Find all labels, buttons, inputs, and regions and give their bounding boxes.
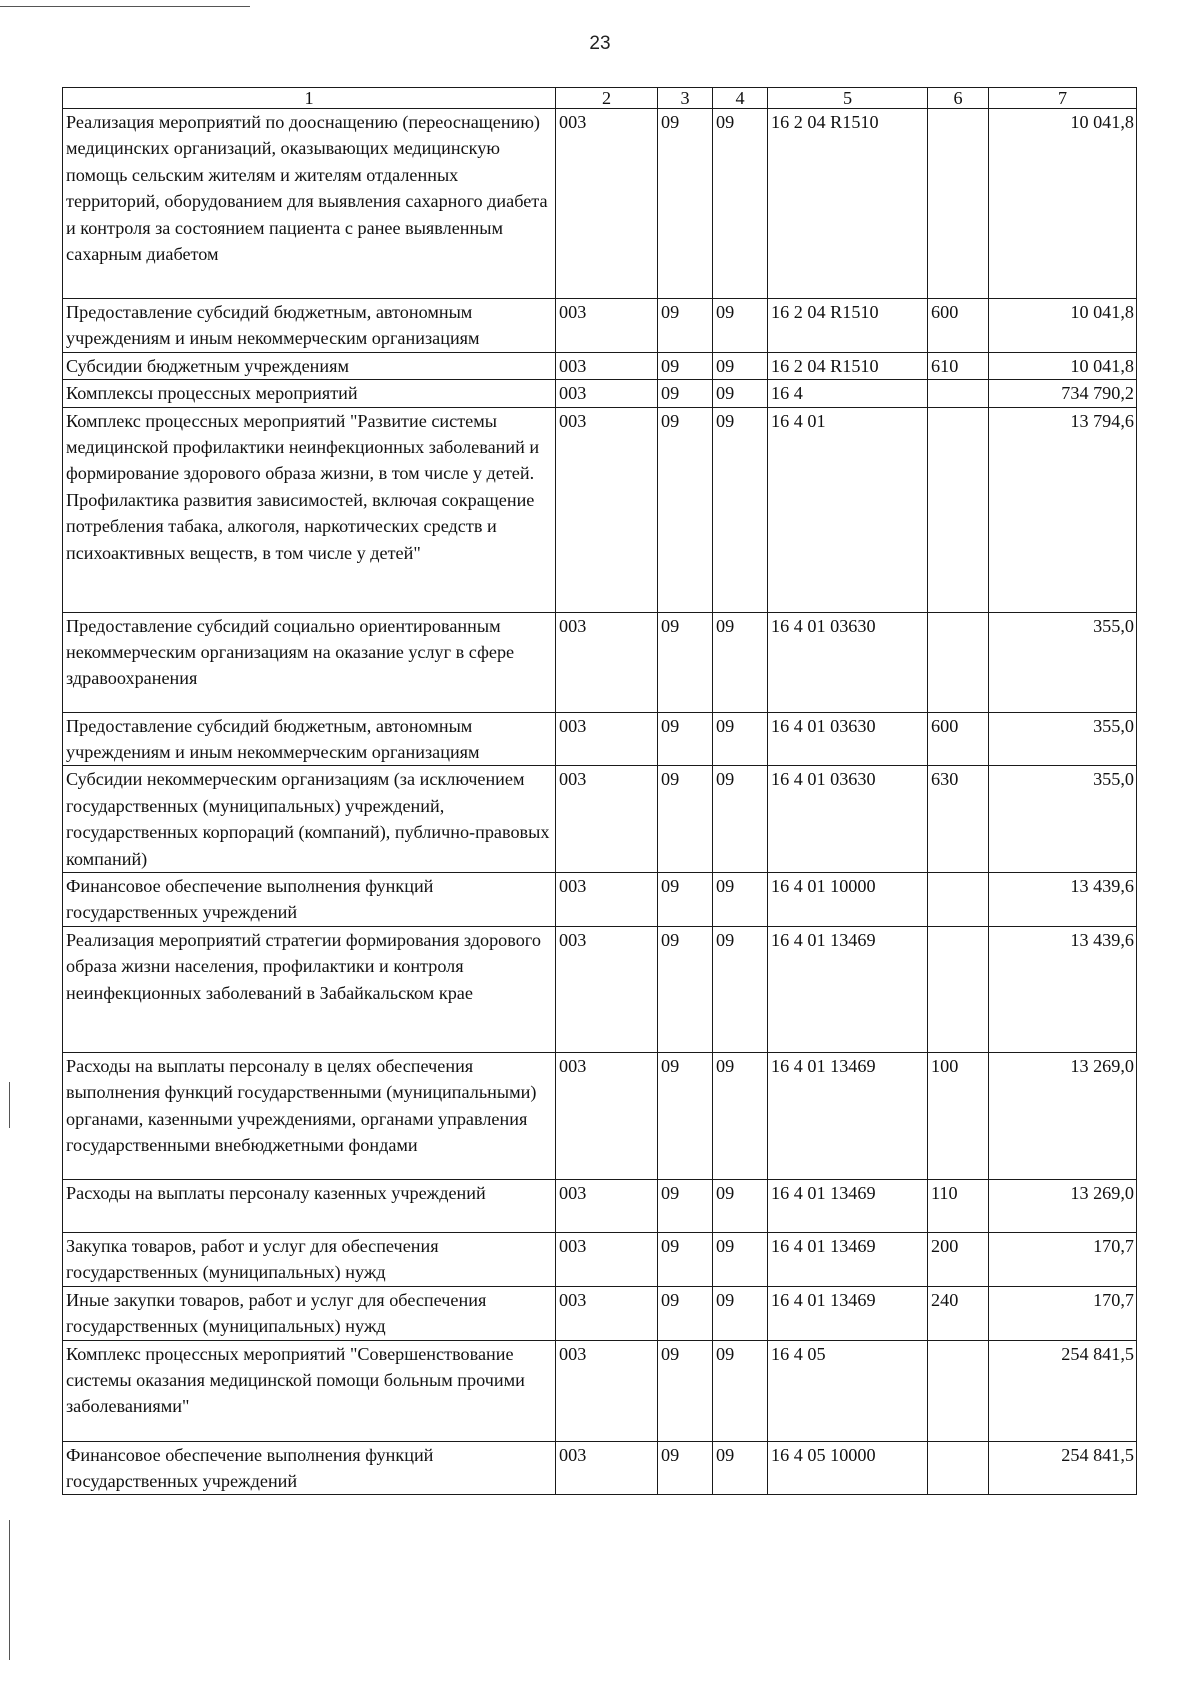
row-name-cell: Комплексы процессных мероприятий: [63, 380, 556, 407]
admin-code-cell: 003: [556, 1052, 658, 1179]
table-row: [63, 1340, 1137, 1441]
target-article-cell: 16 4 05: [768, 1340, 928, 1441]
header-cell: 1: [63, 88, 556, 109]
subsection-cell: 09: [713, 352, 768, 379]
subsection-cell: 09: [713, 407, 768, 612]
header-cell: 2: [556, 88, 658, 109]
subsection-cell: 09: [713, 1179, 768, 1232]
row-name-cell: Субсидии некоммерческим организациям (за исключением государственных (муниципальных) учреждений, государственных корпораций (компаний), публично-правовых компаний): [63, 766, 556, 873]
section-cell: 09: [658, 299, 713, 353]
admin-code-cell: 003: [556, 109, 658, 299]
subsection-cell: 09: [713, 1441, 768, 1495]
admin-code-cell: 003: [556, 1286, 658, 1340]
target-article-cell: 16 4 05 10000: [768, 1441, 928, 1495]
row-name-cell: Субсидии бюджетным учреждениям: [63, 352, 556, 379]
amount-cell: 13 439,6: [989, 873, 1137, 927]
scan-artifact-margin-mark: [9, 1520, 10, 1660]
admin-code-cell: 003: [556, 1179, 658, 1232]
admin-code-cell: 003: [556, 612, 658, 712]
expense-type-cell: 600: [928, 299, 989, 353]
section-cell: 09: [658, 352, 713, 379]
row-name-cell: Предоставление субсидий бюджетным, автономным учреждениям и иным некоммерческим организациям: [63, 299, 556, 353]
expense-type-cell: [928, 873, 989, 927]
row-name-cell: Предоставление субсидий бюджетным, автономным учреждениям и иным некоммерческим организациям: [63, 712, 556, 766]
table-header-row: [63, 88, 1137, 109]
header-cell: 7: [989, 88, 1137, 109]
scan-artifact-line: [0, 6, 250, 7]
expense-type-cell: [928, 109, 989, 299]
table-row: [63, 873, 1137, 927]
row-name-cell: Закупка товаров, работ и услуг для обеспечения государственных (муниципальных) нужд: [63, 1232, 556, 1286]
table-row: [63, 926, 1137, 1052]
table-row: [63, 712, 1137, 766]
expense-type-cell: 110: [928, 1179, 989, 1232]
scan-artifact-margin-mark: [9, 1082, 10, 1128]
section-cell: 09: [658, 1286, 713, 1340]
row-name-cell: Иные закупки товаров, работ и услуг для обеспечения государственных (муниципальных) нужд: [63, 1286, 556, 1340]
target-article-cell: 16 4 01 13469: [768, 926, 928, 1052]
row-name-cell: Расходы на выплаты персоналу в целях обеспечения выполнения функций государственными (муниципальными) органами, казенными учреждениями, органами управления государственными внебюджетными фондами: [63, 1052, 556, 1179]
subsection-cell: 09: [713, 1286, 768, 1340]
amount-cell: 10 041,8: [989, 352, 1137, 379]
target-article-cell: 16 4 01 13469: [768, 1179, 928, 1232]
row-name-cell: Комплекс процессных мероприятий "Совершенствование системы оказания медицинской помощи больным прочими заболеваниями": [63, 1340, 556, 1441]
amount-cell: 254 841,5: [989, 1340, 1137, 1441]
subsection-cell: 09: [713, 873, 768, 927]
subsection-cell: 09: [713, 612, 768, 712]
expense-type-cell: [928, 1441, 989, 1495]
amount-cell: 355,0: [989, 766, 1137, 873]
subsection-cell: 09: [713, 712, 768, 766]
section-cell: 09: [658, 1179, 713, 1232]
row-name-cell: Реализация мероприятий стратегии формирования здорового образа жизни населения, профилактики и контроля неинфекционных заболеваний в Забайкальском крае: [63, 926, 556, 1052]
row-name-cell: Реализация мероприятий по дооснащению (переоснащению) медицинских организаций, оказывающих медицинскую помощь сельским жителям и жителям отдаленных территорий, оборудованием для выявления сахарного диабета и контроля за состоянием пациента с ранее выявленным сахарным диабетом: [63, 109, 556, 299]
section-cell: 09: [658, 873, 713, 927]
header-cell: 6: [928, 88, 989, 109]
row-name-cell: Финансовое обеспечение выполнения функций государственных учреждений: [63, 873, 556, 927]
page-number: 23: [589, 33, 611, 54]
expense-type-cell: 200: [928, 1232, 989, 1286]
section-cell: 09: [658, 1232, 713, 1286]
amount-cell: 355,0: [989, 712, 1137, 766]
amount-cell: 355,0: [989, 612, 1137, 712]
amount-cell: 10 041,8: [989, 109, 1137, 299]
table-row: [63, 299, 1137, 353]
expense-type-cell: 610: [928, 352, 989, 379]
section-cell: 09: [658, 612, 713, 712]
table-row: [63, 1286, 1137, 1340]
target-article-cell: 16 4 01 10000: [768, 873, 928, 927]
subsection-cell: 09: [713, 926, 768, 1052]
admin-code-cell: 003: [556, 766, 658, 873]
table-row: [63, 1179, 1137, 1232]
table-row: [63, 380, 1137, 407]
admin-code-cell: 003: [556, 1441, 658, 1495]
admin-code-cell: 003: [556, 352, 658, 379]
subsection-cell: 09: [713, 299, 768, 353]
target-article-cell: 16 2 04 R1510: [768, 109, 928, 299]
table-row: [63, 407, 1137, 612]
amount-cell: 254 841,5: [989, 1441, 1137, 1495]
table-row: [63, 1052, 1137, 1179]
row-name-cell: Финансовое обеспечение выполнения функций государственных учреждений: [63, 1441, 556, 1495]
amount-cell: 170,7: [989, 1232, 1137, 1286]
admin-code-cell: 003: [556, 1232, 658, 1286]
target-article-cell: 16 4 01 13469: [768, 1232, 928, 1286]
target-article-cell: 16 4 01 03630: [768, 612, 928, 712]
row-name-cell: Комплекс процессных мероприятий "Развитие системы медицинской профилактики неинфекционных заболеваний и формирование здорового образа жизни, в том числе у детей. Профилактика развития зависимостей, включая сокращение потребления табака, алкоголя, наркотических средств и психоактивных веществ, в том числе у детей": [63, 407, 556, 612]
row-name-cell: Расходы на выплаты персоналу казенных учреждений: [63, 1179, 556, 1232]
admin-code-cell: 003: [556, 380, 658, 407]
table-row: [63, 1232, 1137, 1286]
admin-code-cell: 003: [556, 407, 658, 612]
expense-type-cell: 630: [928, 766, 989, 873]
table-row: [63, 1441, 1137, 1495]
expense-type-cell: [928, 380, 989, 407]
target-article-cell: 16 2 04 R1510: [768, 352, 928, 379]
row-name-cell: Предоставление субсидий социально ориентированным некоммерческим организациям на оказание услуг в сфере здравоохранения: [63, 612, 556, 712]
amount-cell: 10 041,8: [989, 299, 1137, 353]
subsection-cell: 09: [713, 766, 768, 873]
expense-type-cell: 100: [928, 1052, 989, 1179]
section-cell: 09: [658, 407, 713, 612]
section-cell: 09: [658, 1052, 713, 1179]
amount-cell: 734 790,2: [989, 380, 1137, 407]
table-row: [63, 766, 1137, 873]
amount-cell: 13 439,6: [989, 926, 1137, 1052]
target-article-cell: 16 4 01 13469: [768, 1052, 928, 1179]
admin-code-cell: 003: [556, 873, 658, 927]
table-row: [63, 612, 1137, 712]
target-article-cell: 16 4 01: [768, 407, 928, 612]
expense-type-cell: [928, 926, 989, 1052]
expense-type-cell: [928, 1340, 989, 1441]
subsection-cell: 09: [713, 109, 768, 299]
table-row: [63, 352, 1137, 379]
header-cell: 4: [713, 88, 768, 109]
amount-cell: 13 269,0: [989, 1179, 1137, 1232]
target-article-cell: 16 4 01 03630: [768, 766, 928, 873]
target-article-cell: 16 2 04 R1510: [768, 299, 928, 353]
section-cell: 09: [658, 380, 713, 407]
subsection-cell: 09: [713, 1052, 768, 1179]
target-article-cell: 16 4 01 13469: [768, 1286, 928, 1340]
expense-type-cell: 600: [928, 712, 989, 766]
admin-code-cell: 003: [556, 299, 658, 353]
section-cell: 09: [658, 1340, 713, 1441]
subsection-cell: 09: [713, 1232, 768, 1286]
admin-code-cell: 003: [556, 712, 658, 766]
admin-code-cell: 003: [556, 1340, 658, 1441]
section-cell: 09: [658, 1441, 713, 1495]
admin-code-cell: 003: [556, 926, 658, 1052]
expense-type-cell: [928, 407, 989, 612]
budget-table: [62, 87, 1137, 1495]
subsection-cell: 09: [713, 380, 768, 407]
amount-cell: 13 794,6: [989, 407, 1137, 612]
header-cell: 3: [658, 88, 713, 109]
subsection-cell: 09: [713, 1340, 768, 1441]
section-cell: 09: [658, 109, 713, 299]
expense-type-cell: [928, 612, 989, 712]
header-cell: 5: [768, 88, 928, 109]
table-row: [63, 109, 1137, 299]
amount-cell: 13 269,0: [989, 1052, 1137, 1179]
target-article-cell: 16 4 01 03630: [768, 712, 928, 766]
amount-cell: 170,7: [989, 1286, 1137, 1340]
target-article-cell: 16 4: [768, 380, 928, 407]
section-cell: 09: [658, 926, 713, 1052]
section-cell: 09: [658, 712, 713, 766]
section-cell: 09: [658, 766, 713, 873]
expense-type-cell: 240: [928, 1286, 989, 1340]
